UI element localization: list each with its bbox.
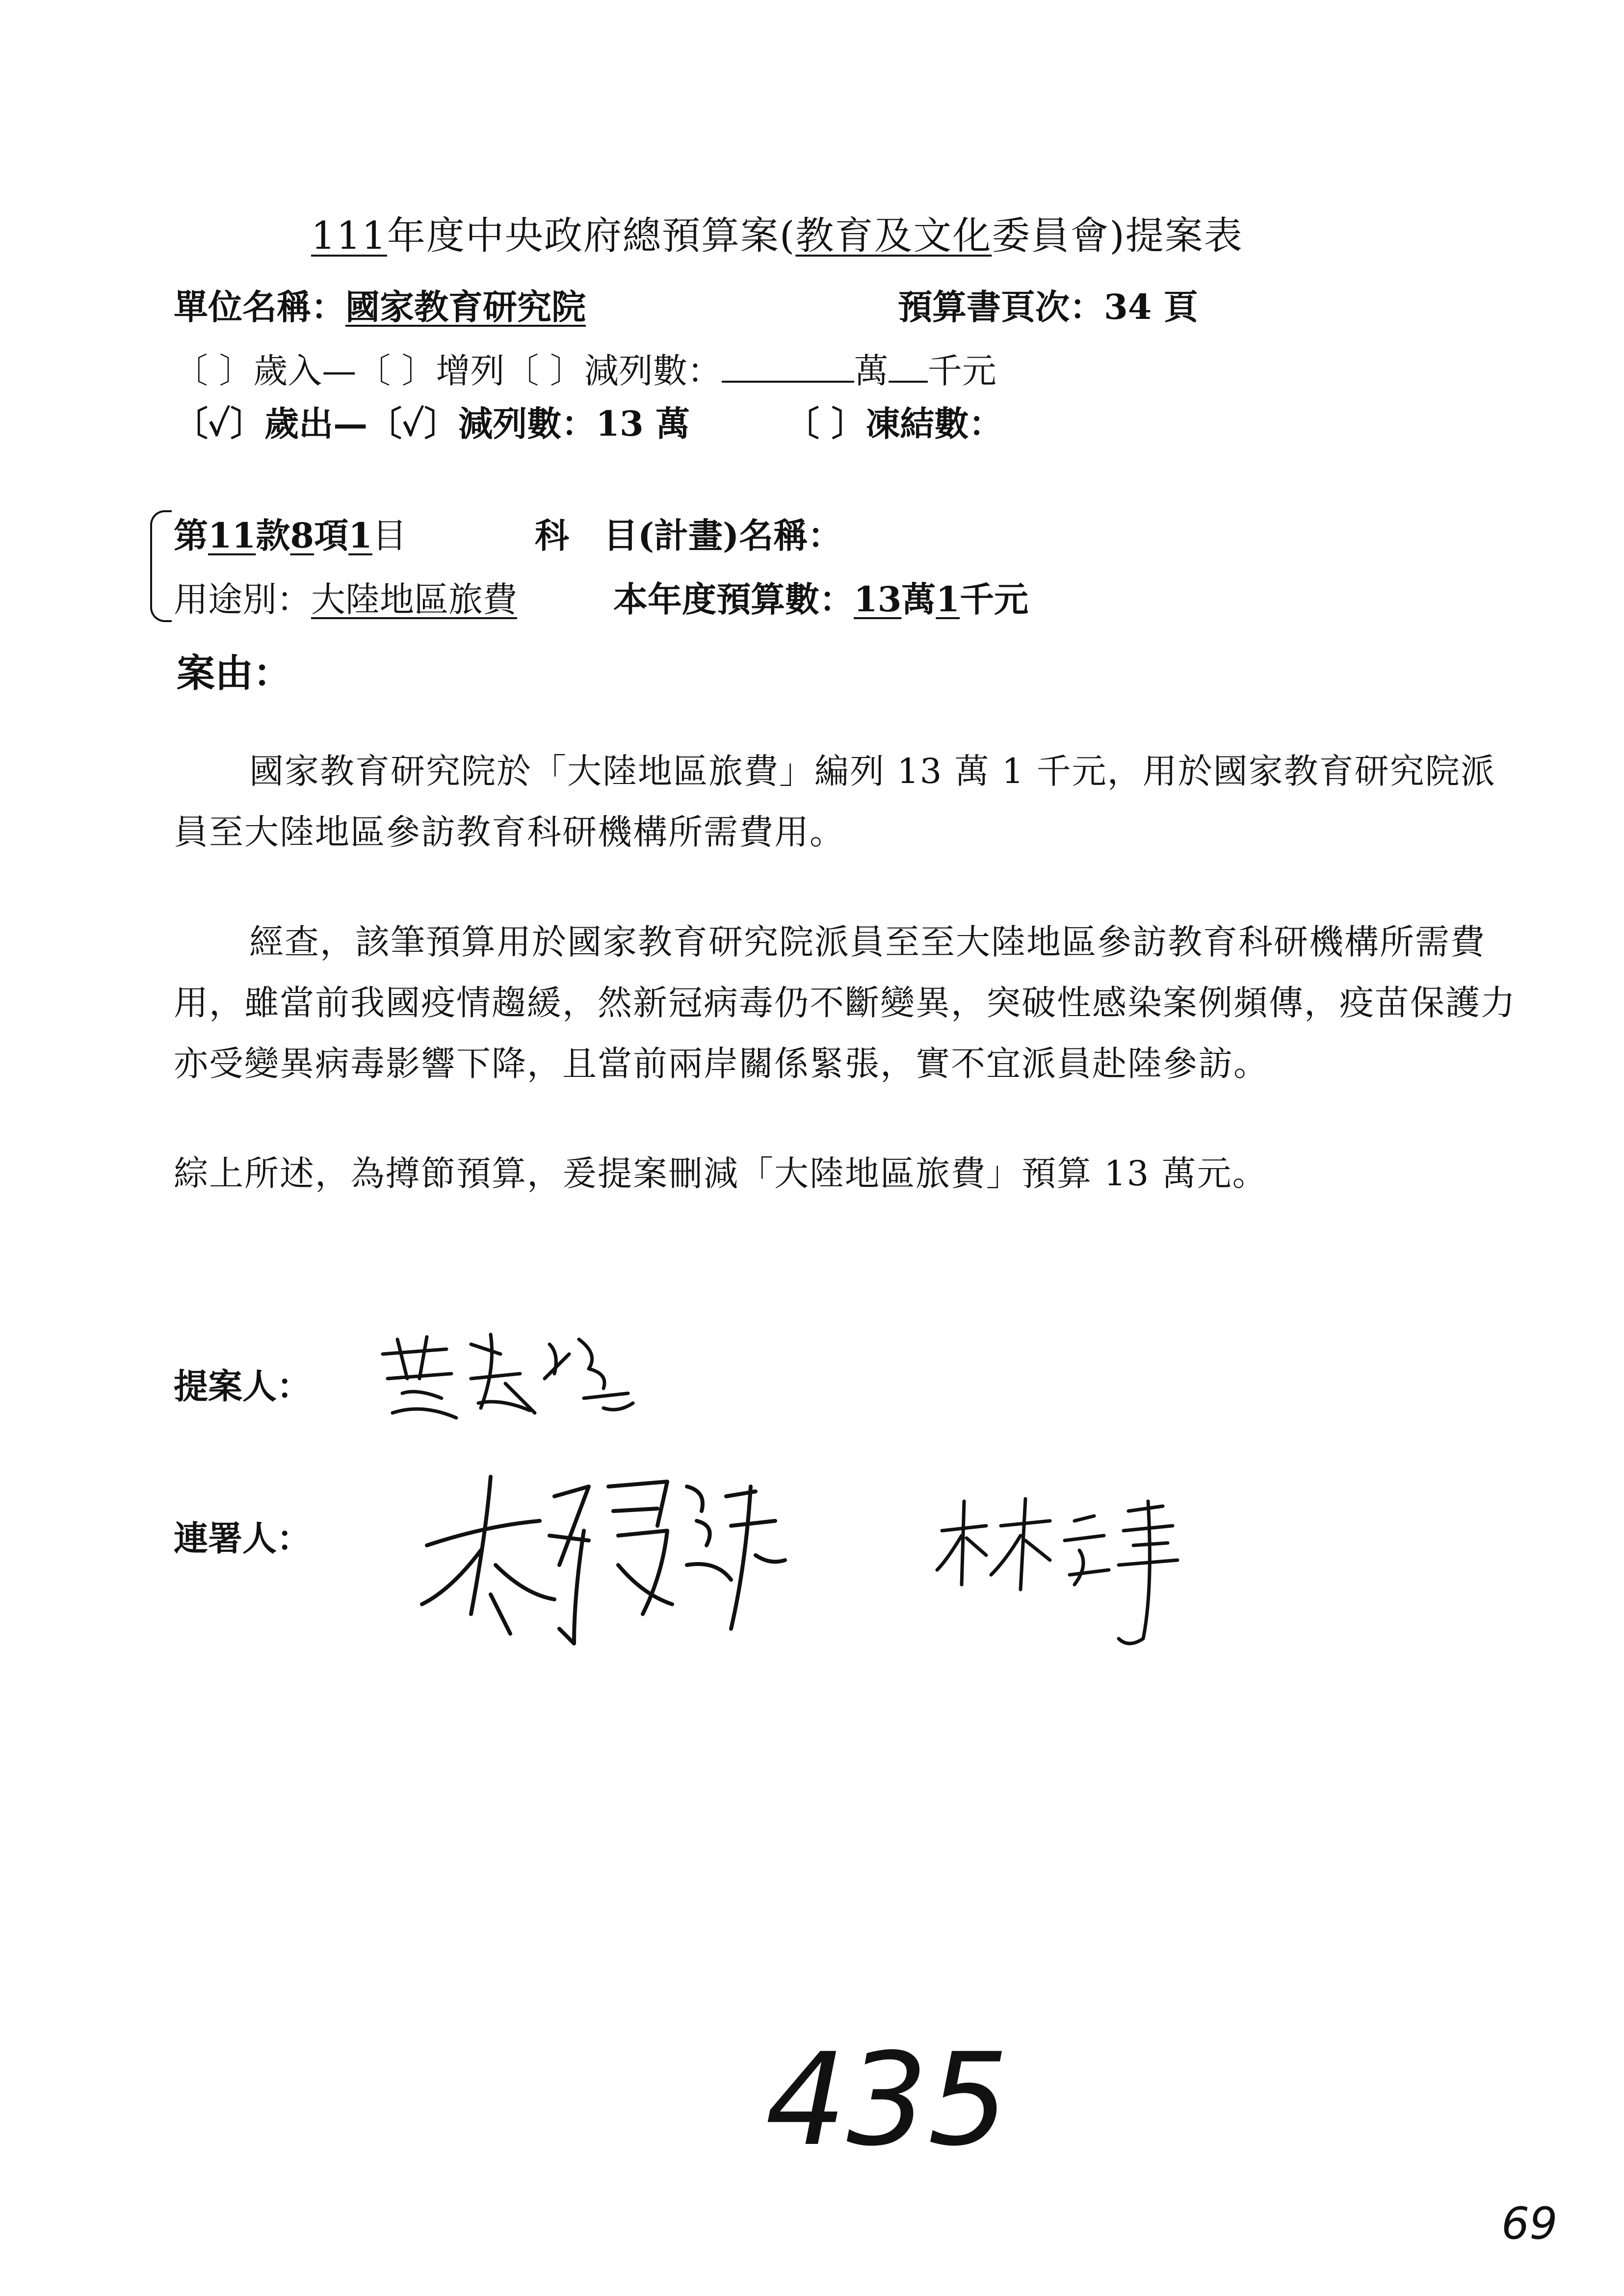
revenue-qian-blank	[889, 351, 928, 383]
item-xiang-label: 項	[314, 515, 349, 556]
budget-wan-label: 萬	[901, 579, 936, 620]
revenue-wan-blank	[722, 351, 854, 383]
unit-value: 國家教育研究院	[345, 287, 586, 327]
cosigner-signature-2	[932, 1491, 1207, 1658]
budget-page-row	[898, 280, 1198, 329]
cosigner-label: 連署人：	[174, 1518, 311, 1559]
freeze-text: 〔 〕凍結數：	[785, 403, 1003, 444]
revenue-unit-wan: 萬	[854, 351, 889, 391]
revenue-text: 〔 〕歲入—〔 〕增列〔 〕減列數：	[174, 351, 722, 391]
budget-wan: 13	[854, 579, 902, 620]
handwritten-page-number: 69	[1501, 2198, 1558, 2249]
usage-label: 用途別：	[174, 579, 311, 620]
reason-heading: 案由：	[177, 651, 292, 696]
item-row	[174, 508, 407, 558]
unit-row	[174, 280, 586, 329]
usage-value: 大陸地區旅費	[311, 579, 517, 620]
item-mu-label: 目	[372, 516, 407, 556]
freeze-row	[785, 396, 1003, 446]
item-mu: 1	[348, 515, 372, 556]
page-label: 預算書頁次：	[898, 287, 1104, 327]
unit-label: 單位名稱：	[174, 287, 345, 327]
reason-paragraph-2: 經查，該筆預算用於國家教育研究院派員至至大陸地區參訪教育科研機構所需費用，雖當前我國疫情趨緩，然新冠病毒仍不斷變異，突破性感染案例頻傳，疫苗保護力亦受變異病毒影響下降，且當前兩岸關係緊張，實不宜派員赴陸參訪。	[174, 922, 1516, 1084]
budget-qian: 1	[936, 579, 960, 620]
title-mid: 年度中央政府總預算案(	[387, 214, 796, 258]
reason-paragraph-3: 綜上所述，為撙節預算，爰提案刪減「大陸地區旅費」預算 13 萬元。	[174, 1153, 1268, 1194]
proposer-label: 提案人：	[174, 1366, 311, 1407]
item-bracket	[150, 510, 172, 622]
item-di: 第	[174, 515, 208, 556]
item-xiang: 8	[290, 515, 314, 556]
usage-row	[174, 572, 517, 622]
title-committee: 教育及文化	[795, 214, 992, 258]
cosigner-signature-1	[412, 1467, 814, 1673]
page-value: 34 頁	[1104, 287, 1198, 327]
handwritten-stamp-number	[765, 2026, 1040, 2183]
expense-row	[174, 396, 690, 446]
title-year: 111	[311, 214, 387, 258]
budget-row	[613, 572, 1028, 622]
subject-label: 科 目(計畫)名稱：	[535, 515, 842, 556]
subject-row	[535, 508, 842, 558]
budget-qian-label: 千元	[960, 579, 1029, 620]
expense-text: 〔✓〕歲出—〔✓〕減列數：13 萬	[174, 403, 690, 444]
revenue-row	[174, 343, 996, 393]
proposer-signature	[373, 1325, 648, 1433]
revenue-unit-qian: 千元	[927, 351, 996, 391]
title-end: 委員會)提案表	[992, 214, 1243, 258]
budget-label: 本年度預算數：	[613, 579, 854, 620]
document-title	[311, 205, 1243, 260]
stamp-number-text: 435	[765, 2026, 1009, 2174]
item-kuan: 11	[208, 515, 256, 556]
item-kuan-label: 款	[256, 515, 290, 556]
reason-paragraph-1: 國家教育研究院於「大陸地區旅費」編列 13 萬 1 千元，用於國家教育研究院派員至大陸地區參訪教育科研機構所需費用。	[174, 751, 1496, 852]
